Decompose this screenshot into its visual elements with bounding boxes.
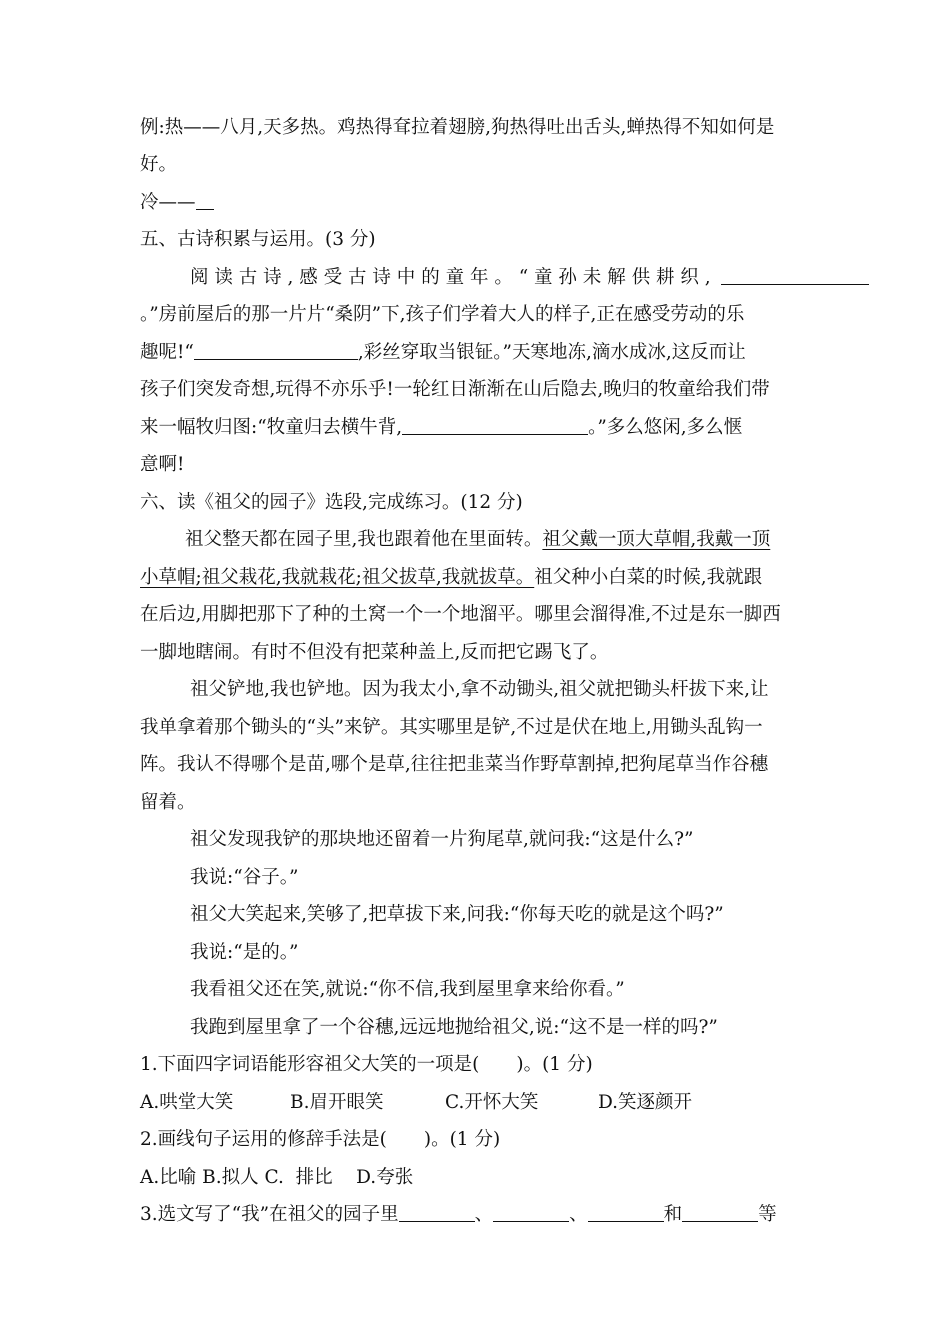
question-3-stem: 3.选文写了“我”在祖父的园子里 、 、 和 等 <box>140 1197 777 1233</box>
underlined-sentence-b: 小草帽;祖父栽花,我就栽花;祖父拔草,我就拔草。 <box>140 567 535 588</box>
q3-blank-1[interactable] <box>399 1199 475 1222</box>
dialog-line: 祖父大笑起来,笑够了,把草拔下来,问我:“你每天吃的就是这个吗?” <box>190 904 724 925</box>
poem-blank-3[interactable] <box>402 412 588 435</box>
q1-option-b[interactable]: B.眉开眼笑 <box>290 1092 384 1113</box>
poem-blank-1[interactable] <box>721 262 869 285</box>
q1-option-d[interactable]: D.笑逐颜开 <box>598 1092 693 1113</box>
dialog-line: 我说:“是的。” <box>190 942 299 963</box>
section5-heading: 五、古诗积累与运用。(3 分) <box>140 229 376 250</box>
passage-line-7: 阵。我认不得哪个是苗,哪个是草,往往把韭菜当作野草割掉,把狗尾草当作谷穗 <box>140 754 769 775</box>
section6-heading: 六、读《祖父的园子》选段,完成练习。(12 分) <box>140 492 523 513</box>
example-line-1: 例:热——八月,天多热。鸡热得耷拉着翅膀,狗热得吐出舌头,蝉热得不知如何是 <box>140 117 775 138</box>
section5-line-1: 阅 读 古 诗 , 感 受 古 诗 中 的 童 年 。 “ 童 孙 未 解 供 耕 织 , <box>190 260 869 296</box>
passage-line-4: 一脚地瞎闹。有时不但没有把菜种盖上,反而把它踢飞了。 <box>140 642 609 663</box>
section5-line-6: 意啊! <box>140 454 185 475</box>
section5-line-2: 。”房前屋后的那一片片“桑阴”下,孩子们学着大人的样子,正在感受劳动的乐 <box>140 304 745 325</box>
q3-blank-2[interactable] <box>493 1199 569 1222</box>
section5-line-5: 来一幅牧归图:“牧童归去横牛背, 。”多么悠闲,多么惬 <box>140 410 742 446</box>
dialog-line: 我说:“谷子。” <box>190 867 299 888</box>
passage-line-6: 我单拿着那个锄头的“头”来铲。其实哪里是铲,不过是伏在地上,用锄头乱钩一 <box>140 717 763 738</box>
underlined-sentence-a: 祖父戴一顶大草帽,我戴一顶 <box>542 529 771 550</box>
example-cold: 冷—— <box>140 185 214 221</box>
dialog-line: 我跑到屋里拿了一个谷穗,远远地抛给祖父,说:“这不是一样的吗?” <box>190 1017 718 1038</box>
q1-option-c[interactable]: C.开怀大笑 <box>445 1092 539 1113</box>
section5-line-3: 趣呢!“ ,彩丝穿取当银钲。”天寒地冻,滴水成冰,这反而让 <box>140 335 746 371</box>
passage-line-1: 祖父整天都在园子里,我也跟着他在里面转。祖父戴一顶大草帽,我戴一顶 <box>185 529 771 550</box>
cold-blank[interactable] <box>196 187 214 210</box>
section5-line-4: 孩子们突发奇想,玩得不亦乐乎!一轮红日渐渐在山后隐去,晚归的牧童给我们带 <box>140 379 770 400</box>
dialog-line: 祖父发现我铲的那块地还留着一片狗尾草,就问我:“这是什么?” <box>190 829 694 850</box>
question-2-options: A.比喻 B.拟人 C. 排比 D.夸张 <box>140 1167 414 1188</box>
passage-line-2: 小草帽;祖父栽花,我就栽花;祖父拔草,我就拔草。祖父种小白菜的时候,我就跟 <box>140 567 763 588</box>
question-1-stem: 1.下面四字词语能形容祖父大笑的一项是( )。(1 分) <box>140 1054 593 1075</box>
passage-line-3: 在后边,用脚把那下了种的土窝一个一个地溜平。哪里会溜得准,不过是东一脚西 <box>140 604 781 625</box>
passage-line-8: 留着。 <box>140 792 196 813</box>
q1-option-a[interactable]: A.哄堂大笑 <box>140 1092 234 1113</box>
poem-blank-2[interactable] <box>194 337 358 360</box>
q3-blank-4[interactable] <box>682 1199 758 1222</box>
question-2-stem: 2.画线句子运用的修辞手法是( )。(1 分) <box>140 1129 501 1150</box>
passage-line-5: 祖父铲地,我也铲地。因为我太小,拿不动锄头,祖父就把锄头杆拔下来,让 <box>190 679 769 700</box>
dialog-line: 我看祖父还在笑,就说:“你不信,我到屋里拿来给你看。” <box>190 979 625 1000</box>
q3-blank-3[interactable] <box>588 1199 664 1222</box>
example-line-2: 好。 <box>140 154 178 175</box>
